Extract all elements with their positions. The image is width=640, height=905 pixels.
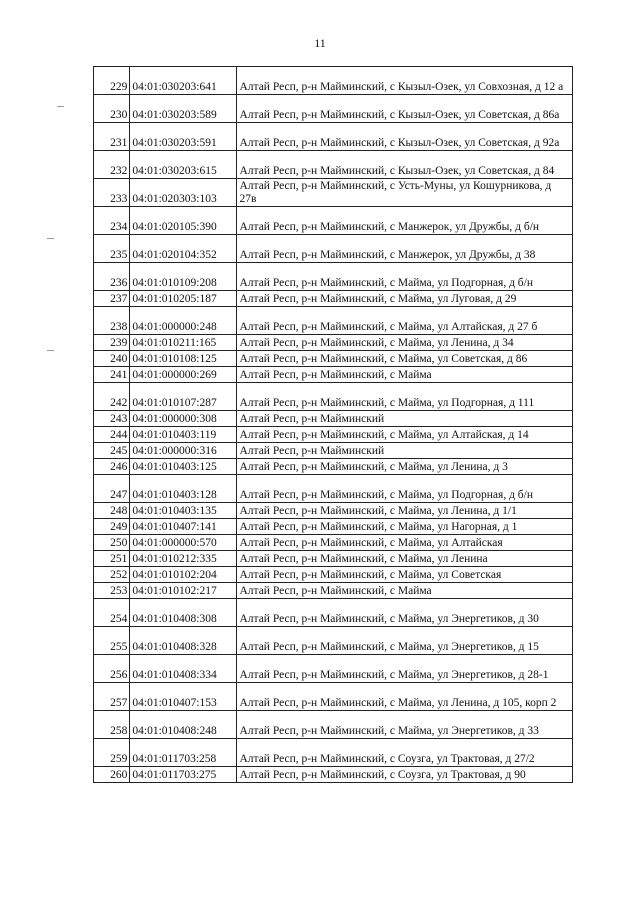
cadastral-number: 04:01:030203:615 (130, 151, 237, 179)
row-number: 233 (94, 179, 130, 207)
cadastral-number: 04:01:000000:308 (130, 411, 237, 427)
table-row (94, 683, 573, 711)
cadastral-number: 04:01:020303:103 (130, 179, 237, 207)
row-number: 242 (94, 383, 130, 411)
table-row (94, 151, 573, 179)
table-row (94, 263, 573, 291)
address-cell: Алтай Респ, р-н Майминский, с Майма, ул Энергетиков, д 28-1 (237, 655, 573, 683)
address-cell: Алтай Респ, р-н Майминский, с Майма, ул Алтайская (237, 535, 573, 551)
table-row (94, 411, 573, 427)
address-cell: Алтай Респ, р-н Майминский, с Майма, ул Советская (237, 567, 573, 583)
cadastral-number: 04:01:010108:125 (130, 351, 237, 367)
table-row (94, 123, 573, 151)
margin-mark (47, 238, 54, 239)
cadastral-number: 04:01:010107:287 (130, 383, 237, 411)
cadastral-number: 04:01:010407:141 (130, 519, 237, 535)
table-row (94, 67, 573, 95)
address-cell: Алтай Респ, р-н Майминский, с Майма, ул Ленина (237, 551, 573, 567)
table-row (94, 307, 573, 335)
row-number: 249 (94, 519, 130, 535)
table-row (94, 427, 573, 443)
row-number: 237 (94, 291, 130, 307)
cadastral-number: 04:01:010109:208 (130, 263, 237, 291)
address-cell: Алтай Респ, р-н Майминский, с Майма (237, 583, 573, 599)
table-row (94, 711, 573, 739)
table-row (94, 535, 573, 551)
address-cell: Алтай Респ, р-н Майминский, с Майма, ул Ленина, д 1/1 (237, 503, 573, 519)
table-row (94, 207, 573, 235)
cadastral-table (93, 66, 573, 783)
table-row (94, 179, 573, 207)
address-cell: Алтай Респ, р-н Майминский, с Майма, ул Алтайская, д 14 (237, 427, 573, 443)
row-number: 255 (94, 627, 130, 655)
row-number: 240 (94, 351, 130, 367)
address-cell: Алтай Респ, р-н Майминский, с Манжерок, ул Дружбы, д 38 (237, 235, 573, 263)
row-number: 241 (94, 367, 130, 383)
address-cell: Алтай Респ, р-н Майминский, с Манжерок, ул Дружбы, д б/н (237, 207, 573, 235)
address-cell: Алтай Респ, р-н Майминский, с Майма, ул Подгорная, д б/н (237, 475, 573, 503)
row-number: 235 (94, 235, 130, 263)
cadastral-number: 04:01:011703:258 (130, 739, 237, 767)
row-number: 239 (94, 335, 130, 351)
table-row (94, 519, 573, 535)
table-body (94, 67, 573, 783)
table-row (94, 351, 573, 367)
table-row (94, 567, 573, 583)
cadastral-number: 04:01:011703:275 (130, 767, 237, 783)
cadastral-number: 04:01:020105:390 (130, 207, 237, 235)
cadastral-number: 04:01:010407:153 (130, 683, 237, 711)
margin-mark (57, 106, 64, 107)
table-row (94, 739, 573, 767)
cadastral-number: 04:01:010408:248 (130, 711, 237, 739)
cadastral-number: 04:01:000000:316 (130, 443, 237, 459)
row-number: 231 (94, 123, 130, 151)
cadastral-number: 04:01:010403:125 (130, 459, 237, 475)
row-number: 252 (94, 567, 130, 583)
cadastral-number: 04:01:010205:187 (130, 291, 237, 307)
address-cell: Алтай Респ, р-н Майминский, с Майма, ул Энергетиков, д 15 (237, 627, 573, 655)
table-row (94, 367, 573, 383)
row-number: 238 (94, 307, 130, 335)
table-row (94, 335, 573, 351)
cadastral-number: 04:01:010211:165 (130, 335, 237, 351)
table-row (94, 655, 573, 683)
row-number: 243 (94, 411, 130, 427)
table-row (94, 627, 573, 655)
address-cell: Алтай Респ, р-н Майминский, с Майма, ул Подгорная, д б/н (237, 263, 573, 291)
row-number: 253 (94, 583, 130, 599)
address-cell: Алтай Респ, р-н Майминский, с Майма, ул Энергетиков, д 33 (237, 711, 573, 739)
address-cell: Алтай Респ, р-н Майминский (237, 443, 573, 459)
cadastral-number: 04:01:010408:334 (130, 655, 237, 683)
address-cell: Алтай Респ, р-н Майминский, с Майма, ул Советская, д 86 (237, 351, 573, 367)
row-number: 259 (94, 739, 130, 767)
row-number: 236 (94, 263, 130, 291)
cadastral-number: 04:01:000000:269 (130, 367, 237, 383)
address-cell: Алтай Респ, р-н Майминский, с Майма, ул Луговая, д 29 (237, 291, 573, 307)
cadastral-number: 04:01:010212:335 (130, 551, 237, 567)
margin-mark (47, 350, 54, 351)
row-number: 260 (94, 767, 130, 783)
cadastral-number: 04:01:000000:248 (130, 307, 237, 335)
address-cell: Алтай Респ, р-н Майминский, с Усть-Муны, ул Кошурникова, д 27в (237, 179, 573, 207)
address-cell: Алтай Респ, р-н Майминский, с Соузга, ул Трактовая, д 90 (237, 767, 573, 783)
table-row (94, 383, 573, 411)
row-number: 258 (94, 711, 130, 739)
cadastral-number: 04:01:010102:204 (130, 567, 237, 583)
cadastral-number: 04:01:010403:128 (130, 475, 237, 503)
table-row (94, 95, 573, 123)
cadastral-number: 04:01:010408:308 (130, 599, 237, 627)
row-number: 248 (94, 503, 130, 519)
address-cell: Алтай Респ, р-н Майминский, с Соузга, ул Трактовая, д 27/2 (237, 739, 573, 767)
row-number: 230 (94, 95, 130, 123)
table-row (94, 443, 573, 459)
address-cell: Алтай Респ, р-н Майминский, с Майма, ул Ленина, д 105, корп 2 (237, 683, 573, 711)
address-cell: Алтай Респ, р-н Майминский, с Майма, ул Подгорная, д 111 (237, 383, 573, 411)
cadastral-number: 04:01:000000:570 (130, 535, 237, 551)
cadastral-number: 04:01:030203:591 (130, 123, 237, 151)
row-number: 251 (94, 551, 130, 567)
table-row (94, 583, 573, 599)
address-cell: Алтай Респ, р-н Майминский, с Майма, ул Алтайская, д 27 б (237, 307, 573, 335)
row-number: 245 (94, 443, 130, 459)
row-number: 247 (94, 475, 130, 503)
row-number: 256 (94, 655, 130, 683)
cadastral-number: 04:01:010403:135 (130, 503, 237, 519)
row-number: 257 (94, 683, 130, 711)
table-row (94, 291, 573, 307)
table-row (94, 475, 573, 503)
cadastral-number: 04:01:010408:328 (130, 627, 237, 655)
row-number: 250 (94, 535, 130, 551)
address-cell: Алтай Респ, р-н Майминский, с Кызыл-Озек, ул Совхозная, д 12 а (237, 67, 573, 95)
table-row (94, 599, 573, 627)
address-cell: Алтай Респ, р-н Майминский, с Майма, ул Энергетиков, д 30 (237, 599, 573, 627)
row-number: 234 (94, 207, 130, 235)
row-number: 229 (94, 67, 130, 95)
address-cell: Алтай Респ, р-н Майминский, с Майма, ул Ленина, д 3 (237, 459, 573, 475)
address-cell: Алтай Респ, р-н Майминский, с Майма (237, 367, 573, 383)
table-row (94, 767, 573, 783)
address-cell: Алтай Респ, р-н Майминский, с Кызыл-Озек, ул Советская, д 92а (237, 123, 573, 151)
cadastral-number: 04:01:030203:589 (130, 95, 237, 123)
cadastral-number: 04:01:030203:641 (130, 67, 237, 95)
table-row (94, 551, 573, 567)
address-cell: Алтай Респ, р-н Майминский, с Кызыл-Озек, ул Советская, д 86а (237, 95, 573, 123)
cadastral-number: 04:01:010102:217 (130, 583, 237, 599)
address-cell: Алтай Респ, р-н Майминский, с Кызыл-Озек, ул Советская, д 84 (237, 151, 573, 179)
table-row (94, 503, 573, 519)
address-cell: Алтай Респ, р-н Майминский, с Майма, ул Ленина, д 34 (237, 335, 573, 351)
row-number: 254 (94, 599, 130, 627)
address-cell: Алтай Респ, р-н Майминский, с Майма, ул Нагорная, д 1 (237, 519, 573, 535)
table-row (94, 459, 573, 475)
row-number: 232 (94, 151, 130, 179)
row-number: 246 (94, 459, 130, 475)
table-row (94, 235, 573, 263)
row-number: 244 (94, 427, 130, 443)
address-cell: Алтай Респ, р-н Майминский (237, 411, 573, 427)
cadastral-number: 04:01:020104:352 (130, 235, 237, 263)
page-number: 11 (314, 36, 326, 50)
cadastral-number: 04:01:010403:119 (130, 427, 237, 443)
